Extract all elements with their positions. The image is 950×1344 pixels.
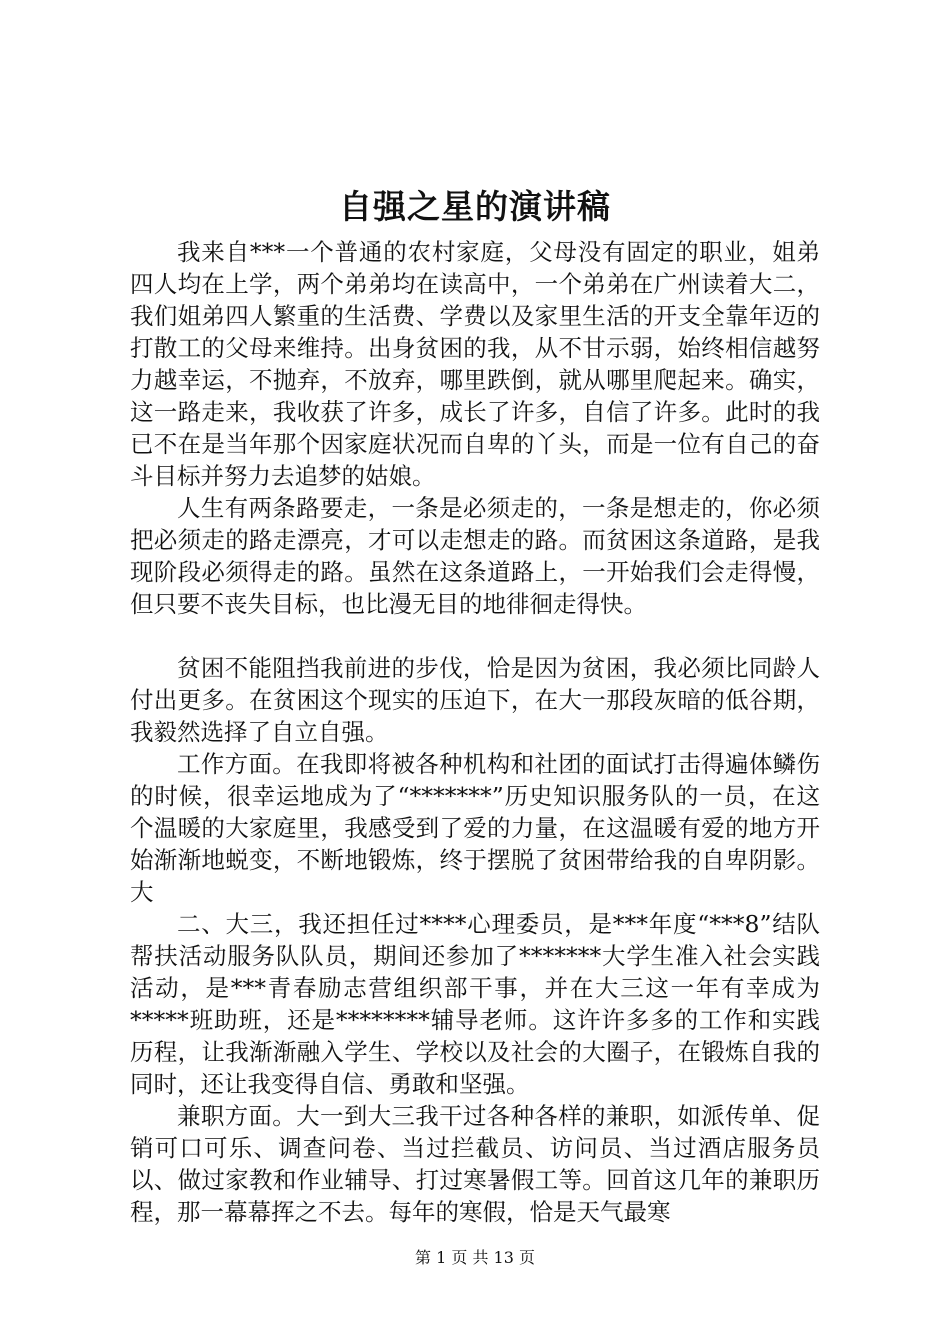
paragraph-gap: [130, 620, 820, 652]
paragraph-self-reliance: 贫困不能阻挡我前进的步伐，恰是因为贫困，我必须比同龄人付出更多。在贫困这个现实的压迫下，在大一那段灰暗的低谷期，我毅然选择了自立自强。: [130, 654, 820, 746]
paragraph-two-roads: 人生有两条路要走，一条是必须走的，一条是想走的，你必须把必须走的路走漂亮，才可以走想走的路。而贫困这条道路，是我现阶段必须得走的路。虽然在这条道路上，一开始我们会走得慢，但只要不丧失目标，也比漫无目的地徘徊走得快。: [130, 494, 820, 618]
paragraph-part-time: 兼职方面。大一到大三我干过各种各样的兼职，如派传单、促销可口可乐、调查问卷、当过拦截员、访问员、当过酒店服务员以、做过家教和作业辅导、打过寒暑假工等。回首这几年的兼职历程，那一幕幕挥之不去。每年的寒假，恰是天气最寒: [130, 1102, 820, 1226]
document-title: 自强之星的演讲稿: [339, 187, 611, 226]
page-footer: 第 1 页 共 13 页: [415, 1248, 535, 1267]
document-body: [130, 236, 820, 1228]
paragraph-activities: 二、大三，我还担任过****心理委员，是***年度“***8”结队帮扶活动服务队队员，期间还参加了*******大学生准入社会实践活动，是***青春励志营组织部干事，并在大三这一年有幸成为*****班助班，还是********辅导老师。这许许多多的工作和实践历程，让我渐渐融入学生、学校以及社会的大圈子，在锻炼自我的同时，还让我变得自信、勇敢和坚强。: [130, 910, 820, 1098]
paragraph-work: 工作方面。在我即将被各种机构和社团的面试打击得遍体鳞伤的时候，很幸运地成为了“*******”历史知识服务队的一员，在这个温暖的大家庭里，我感受到了爱的力量，在这温暖有爱的地方开始渐渐地蜕变，不断地锻炼，终于摆脱了贫困带给我的自卑阴影。大: [130, 750, 820, 906]
paragraph-family-background: 我来自***一个普通的农村家庭，父母没有固定的职业，姐弟四人均在上学，两个弟弟均在读高中，一个弟弟在广州读着大二，我们姐弟四人繁重的生活费、学费以及家里生活的开支全靠年迈的打散工的父母来维持。出身贫困的我，从不甘示弱，始终相信越努力越幸运，不抛弃，不放弃，哪里跌倒，就从哪里爬起来。确实，这一路走来，我收获了许多，成长了许多，自信了许多。此时的我已不在是当年那个因家庭状况而自卑的丫头，而是一位有自己的奋斗目标并努力去追梦的姑娘。: [130, 238, 820, 490]
